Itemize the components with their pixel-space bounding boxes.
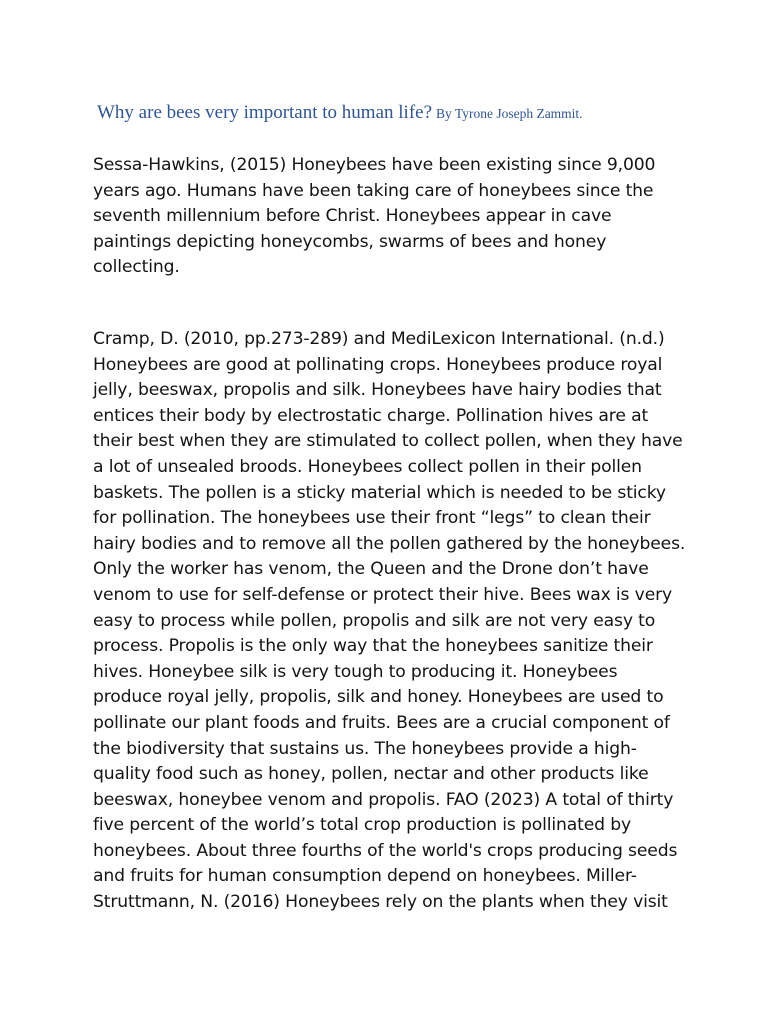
document-title-line — [97, 102, 737, 124]
paragraph-line: a lot of unsealed broods. Honeybees collect pollen in their pollen — [93, 456, 642, 477]
paragraph-line: for pollination. The honeybees use their front “legs” to clean their — [93, 508, 651, 529]
paragraph-line: their best when they are stimulated to collect pollen, when they have — [93, 431, 683, 452]
paragraph-line: and fruits for human consumption depend on honeybees. Miller- — [93, 866, 637, 887]
paragraph-line: honeybees. About three fourths of the world's crops producing seeds — [93, 840, 678, 861]
paragraph-line: years ago. Humans have been taking care of honeybees since the — [93, 180, 654, 201]
paragraph-line: pollinate our plant foods and fruits. Bees are a crucial component of — [93, 712, 670, 733]
paragraph-line: collecting. — [93, 257, 180, 278]
paragraph-line: hairy bodies and to remove all the pollen gathered by the honeybees. — [93, 533, 686, 554]
paragraph-1 — [93, 153, 683, 281]
paragraph-line: venom to use for self-defense or protect their hive. Bees wax is very — [93, 584, 673, 605]
paragraph-line: beeswax, honeybee venom and propolis. FAO (2023) A total of thirty — [93, 789, 674, 810]
paragraph-line: produce royal jelly, propolis, silk and honey. Honeybees are used to — [93, 687, 664, 708]
paragraph-line: baskets. The pollen is a sticky material which is needed to be sticky — [93, 482, 666, 503]
document-title: Why are bees very important to human life? — [97, 102, 433, 123]
paragraph-line: Cramp, D. (2010, pp.273-289) and MediLexicon International. (n.d.) — [93, 329, 665, 349]
paragraph-line: hives. Honeybee silk is very tough to producing it. Honeybees — [93, 661, 618, 682]
paragraph-2 — [93, 327, 686, 916]
paragraph-line: seventh millennium before Christ. Honeybees appear in cave — [93, 206, 612, 227]
paragraph-line: Struttmann, N. (2016) Honeybees rely on the plants when they visit — [93, 892, 668, 913]
paragraph-line: entices their body by electrostatic charge. Pollination hives are at — [93, 405, 649, 426]
paragraph-line: Honeybees are good at pollinating crops. Honeybees produce royal — [93, 354, 663, 375]
document-byline: By Tyrone Joseph Zammit. — [436, 106, 583, 121]
paragraph-line: Sessa-Hawkins, (2015) Honeybees have been existing since 9,000 — [93, 155, 656, 175]
paragraph-line: easy to process while pollen, propolis and silk are not very easy to — [93, 610, 656, 631]
paragraph-line: Only the worker has venom, the Queen and the Drone don’t have — [93, 559, 649, 580]
paragraph-line: five percent of the world’s total crop production is pollinated by — [93, 815, 632, 836]
paragraph-line: process. Propolis is the only way that the honeybees sanitize their — [93, 636, 653, 657]
paragraph-line: the biodiversity that sustains us. The honeybees provide a high- — [93, 738, 637, 759]
paragraph-line: jelly, beeswax, propolis and silk. Honeybees have hairy bodies that — [93, 380, 662, 401]
paragraph-line: quality food such as honey, pollen, nectar and other products like — [93, 764, 649, 785]
paragraph-line: paintings depicting honeycombs, swarms of bees and honey — [93, 231, 607, 252]
